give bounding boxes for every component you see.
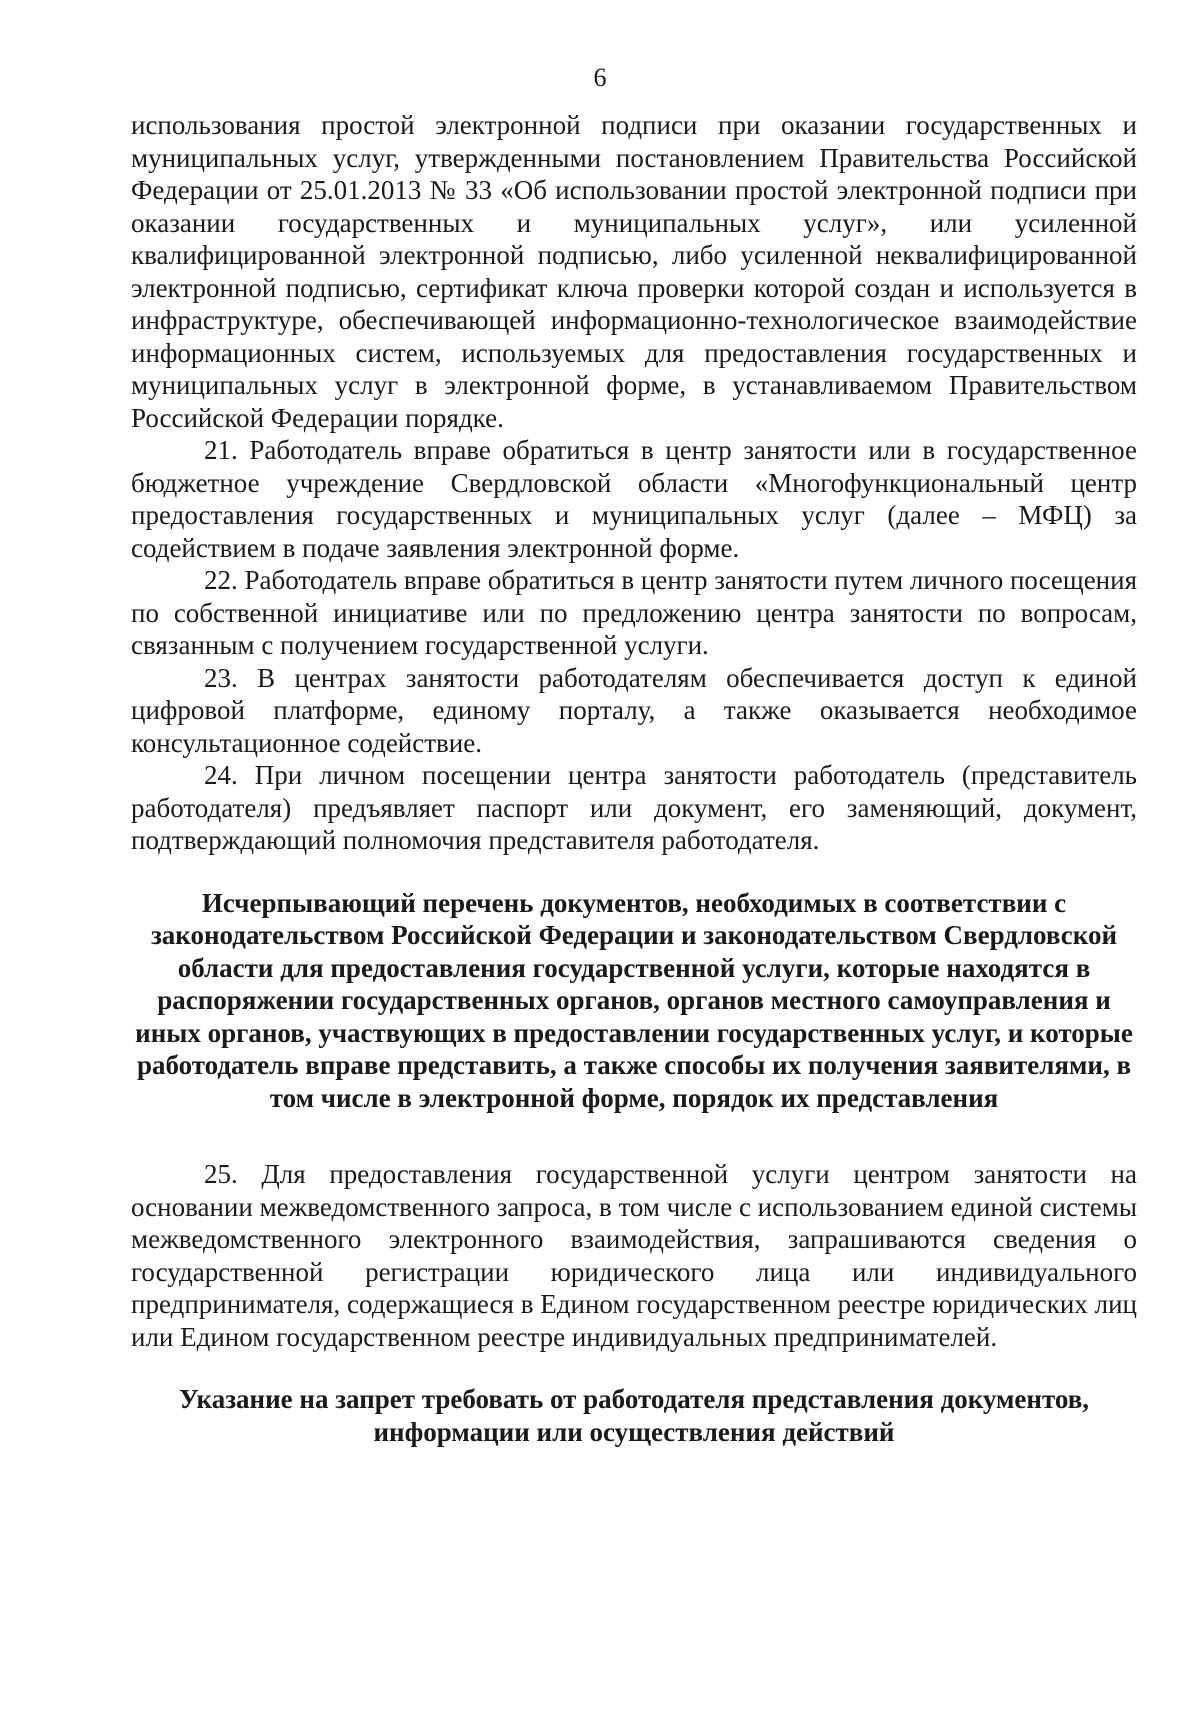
- paragraph-25: 25. Для предоставления государственной услуги центром занятости на основании межведомственного запроса, в том числе с использованием единой системы межведомственного электронного взаимодействия, запрашиваются сведения о государственной регистрации юридического лица или индивидуального предпринимателя, содержащиеся в Едином государственном реестре юридических лиц или Едином государственном реестре индивидуальных предпринимателей.: [131, 1159, 1137, 1352]
- document-body: [131, 109, 1137, 1448]
- paragraph-24: 24. При личном посещении центра занятости работодатель (представитель работодателя) предъявляет паспорт или документ, его заменяющий, документ, подтверждающий полномочия представителя работодателя.: [131, 760, 1137, 855]
- paragraph-23: 23. В центрах занятости работодателям обеспечивается доступ к единой цифровой платформе, единому порталу, а также оказывается необходимое консультационное содействие.: [131, 662, 1137, 758]
- paragraph-21: 21. Работодатель вправе обратиться в центр занятости или в государственное бюджетное учреждение Свердловской области «Многофункциональный центр предоставления государственных и муниципальных услуг (далее – МФЦ) за содействием в подаче заявления электронной форме.: [131, 435, 1137, 563]
- paragraph-22: 22. Работодатель вправе обратиться в центр занятости путем личного посещения по собственной инициативе или по предложению центра занятости по вопросам, связанным с получением государственной услуги.: [131, 565, 1137, 660]
- section-heading-prohibition: Указание на запрет требовать от работодателя представления документов, информации или осуществления действий: [178, 1384, 1090, 1447]
- paragraph-continuation: использования простой электронной подписи при оказании государственных и муниципальных услуг, утвержденными постановлением Правительства Российской Федерации от 25.01.2013 № 33 «Об использовании простой электронной подписи при оказании государственных и муниципальных услуг», или усиленной квалифицированной электронной подписью, либо усиленной неквалифицированной электронной подписью, сертификат ключа проверки которой создан и используется в инфраструктуре, обеспечивающей информационно-технологическое взаимодействие информационных систем, используемых для предоставления государственных и муниципальных услуг в электронной форме, в устанавливаемом Правительством Российской Федерации порядке.: [131, 110, 1137, 433]
- section-heading-documents-list: Исчерпывающий перечень документов, необходимых в соответствии с законодательством Российской Федерации и законодательством Свердловской области для предоставления государственной услуги, которые находятся в распоряжении государственных органов, органов местного самоуправления и иных органов, участвующих в предоставлении государственных услуг, и которые работодатель вправе представить, а также способы их получения заявителями, в том числе в электронной форме, порядок их представления: [135, 887, 1133, 1113]
- page-number: 6: [593, 63, 607, 92]
